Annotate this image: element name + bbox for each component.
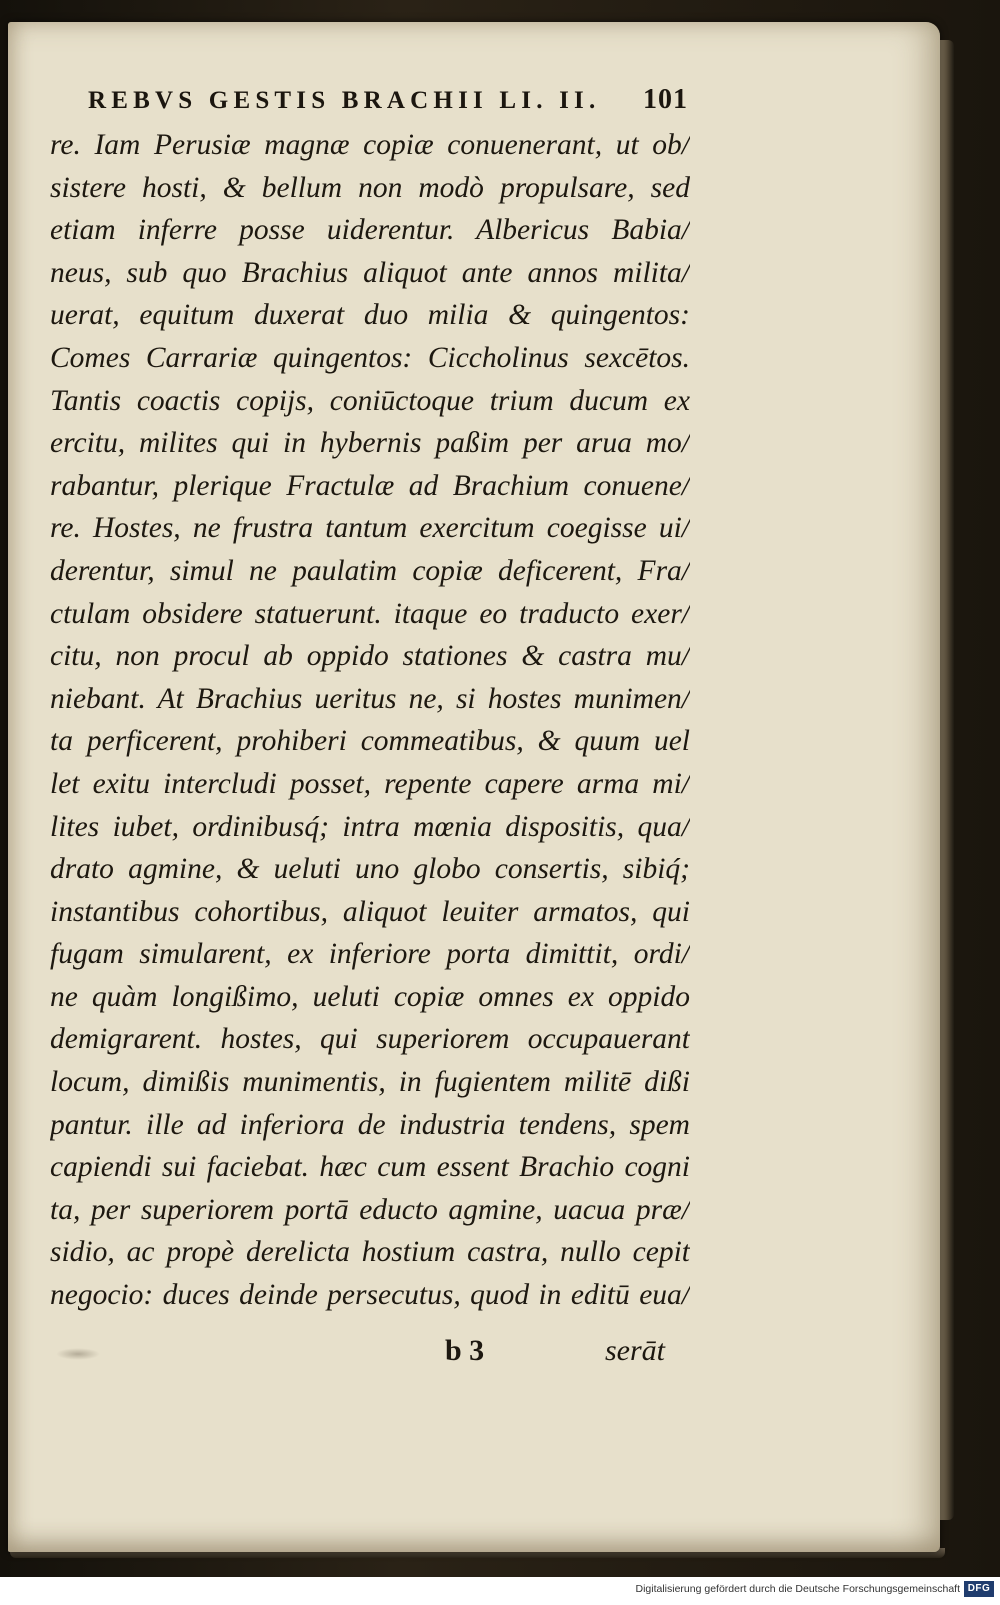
text-line: uerat, equitum duxerat duo milia & quingentos: [50, 299, 690, 332]
text-line: niebant. At Brachius ueritus ne, si hostes munimen/ [50, 682, 690, 715]
running-head [88, 84, 688, 120]
text-line: lites iubet, ordinibusq́; intra mœnia dispositis, qua/ [50, 810, 690, 843]
page-fore-edge [940, 40, 954, 1520]
text-line: ercitu, milites qui in hybernis paßim per arua mo/ [50, 427, 690, 460]
text-line: citu, non procul ab oppido stationes & castra mu/ [50, 640, 690, 673]
text-line: demigrarent. hostes, qui superiorem occupauerant [50, 1023, 690, 1056]
text-line: ne quàm longißimo, ueluti copiæ omnes ex oppido [50, 980, 690, 1013]
text-line: drato agmine, & ueluti uno globo consertis, sibiq́; [50, 853, 690, 886]
text-line: re. Iam Perusiæ magnæ copiæ conuenerant, ut ob/ [50, 129, 690, 161]
text-line: ta perficerent, prohiberi commeatibus, & quum uel [50, 725, 690, 758]
folio-number: 101 [643, 84, 688, 115]
text-line: etiam inferre posse uiderentur. Albericus Babia/ [50, 214, 690, 247]
signature-mark: b 3 [445, 1334, 485, 1367]
credit-bar [0, 1577, 1000, 1605]
credit-text: Digitalisierung gefördert durch die Deutsche Forschungsgemeinschaft [635, 1583, 960, 1595]
text-line: Tantis coactis copijs, coniūctoque trium ducum ex [50, 384, 690, 417]
dfg-logo-icon: DFG [964, 1581, 994, 1597]
text-line: capiendi sui faciebat. hæc cum essent Brachio cogni [50, 1151, 690, 1184]
text-line: negocio: duces deinde persecutus, quod in editū eua/ [50, 1279, 690, 1312]
running-head-title: REBVS GESTIS BRACHII LI. II. [88, 87, 601, 114]
text-line: let exitu intercludi posset, repente capere arma mi/ [50, 767, 690, 800]
text-line: ctulam obsidere statuerunt. itaque eo traducto exer/ [50, 597, 690, 630]
text-line: sistere hosti, & bellum non modò propulsare, sed [50, 171, 690, 204]
text-line: pantur. ille ad inferiora de industria tendens, spem [50, 1108, 690, 1141]
text-line: rabantur, plerique Fractulæ ad Brachium conuene/ [50, 469, 690, 502]
catchword: serāt [605, 1334, 665, 1367]
ink-smudge [56, 1348, 100, 1360]
text-line: fugam simularent, ex inferiore porta dimittit, ordi/ [50, 938, 690, 971]
page-footer [52, 1334, 682, 1374]
text-line: Comes Carrariæ quingentos: Ciccholinus sexcētos. [50, 341, 690, 374]
text-line: locum, dimißis munimentis, in fugientem militē dißi [50, 1066, 690, 1099]
text-line: ta, per superiorem portā educto agmine, uacua præ/ [50, 1193, 690, 1226]
text-line: sidio, ac propè derelicta hostium castra, nullo cepit [50, 1236, 690, 1269]
body-text [50, 124, 690, 1317]
text-line: re. Hostes, ne frustra tantum exercitum coegisse ui/ [50, 512, 690, 545]
text-line: derentur, simul ne paulatim copiæ deficerent, Fra/ [50, 554, 690, 587]
text-line: instantibus cohortibus, aliquot leuiter armatos, qui [50, 895, 690, 928]
text-line: neus, sub quo Brachius aliquot ante annos milita/ [50, 256, 690, 289]
